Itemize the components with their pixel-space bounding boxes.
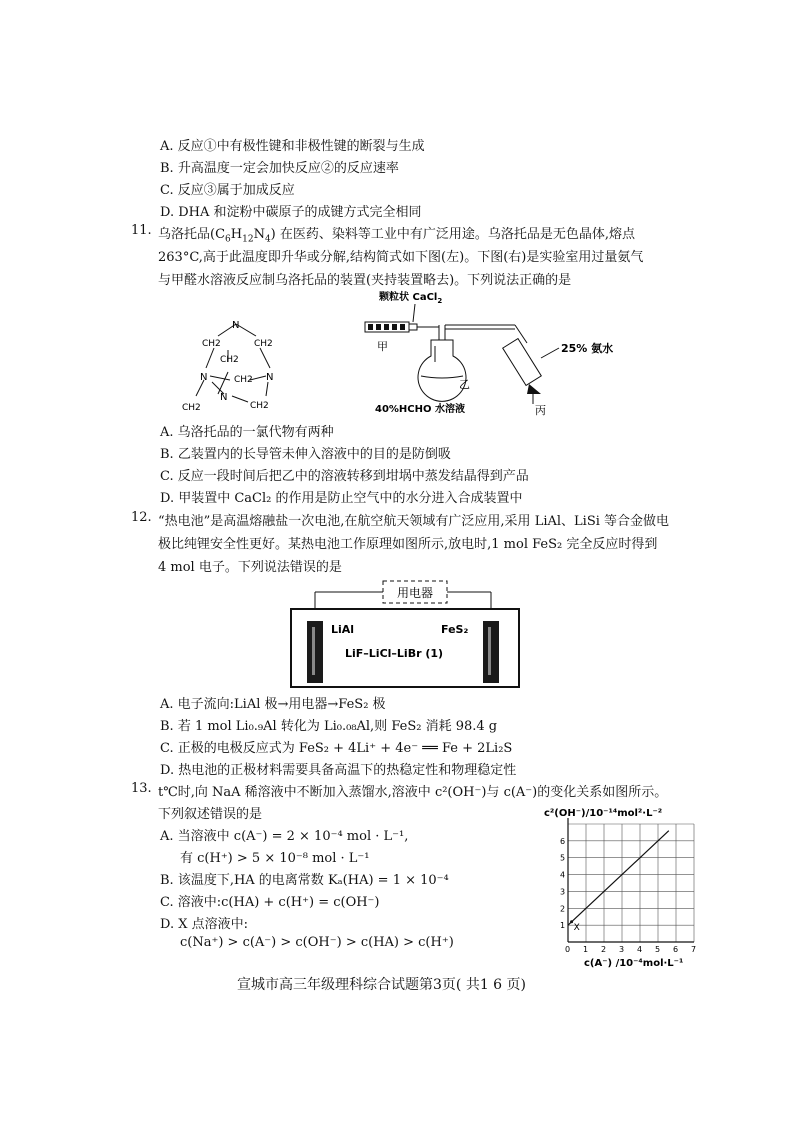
label-bing: 丙 xyxy=(535,404,546,417)
q12-stem-line2: 极比纯锂安全性更好。某热电池工作原理如图所示,放电时,1 mol FeS₂ 完全反应时得到 xyxy=(158,537,658,552)
x-tick-label: 7 xyxy=(691,945,697,954)
electrolyte-label: LiF–LiCl–LiBr (1) xyxy=(345,647,444,660)
struct-label: CH2 xyxy=(254,339,273,349)
q12-option-d: D. 热电池的正极材料需要具备高温下的热稳定性和物理稳定性 xyxy=(160,763,517,778)
q10-option-d: D. DHA 和淀粉中碳原子的成键方式完全相同 xyxy=(160,205,422,220)
q13-option-b: B. 该温度下,HA 的电离常数 Kₐ(HA) = 1 × 10⁻⁴ xyxy=(160,873,449,888)
chart-grid xyxy=(568,818,694,942)
apparatus-diagram xyxy=(355,288,615,418)
page-footer: 宣城市高三年级理科综合试题第3页( 共1 6 页) xyxy=(237,977,526,993)
q11-option-c: C. 反应一段时间后把乙中的溶液转移到坩埚中蒸发结晶得到产品 xyxy=(160,469,529,484)
struct-label: CH2 xyxy=(234,375,253,385)
q13-chart xyxy=(540,800,710,970)
q11-number: 11. xyxy=(131,223,152,238)
x-tick-label: 1 xyxy=(583,945,589,954)
y-tick-label: 5 xyxy=(560,853,566,863)
point-x-label: X xyxy=(573,922,580,933)
series-line xyxy=(568,831,669,925)
x-tick-label: 4 xyxy=(637,945,643,954)
hexamine-structure xyxy=(176,310,296,418)
struct-label: CH2 xyxy=(220,355,239,365)
struct-label: CH2 xyxy=(202,339,221,349)
q10-option-b: B. 升高温度一定会加快反应②的反应速率 xyxy=(160,161,399,176)
struct-label: CH2 xyxy=(182,403,201,413)
q13-stem-line2: 下列叙述错误的是 xyxy=(158,807,263,822)
y-tick-label: 2 xyxy=(560,904,566,914)
q11-stem-line1: 乌洛托品$(C_6H_{12}N_4)$ 在医药、染料等工业中有广泛用途。乌洛托品是无色晶体,熔点 xyxy=(158,227,636,245)
q10-option-a: A. 反应①中有极性键和非极性键的断裂与生成 xyxy=(160,139,425,154)
cacl2-label: 颗粒状 CaCl$_2$ xyxy=(379,292,443,305)
q12-stem-line1: “热电池”是高温熔融盐一次电池,在航空航天领域有广泛应用,采用 LiAl、LiSi 等合金做电 xyxy=(158,514,670,529)
q13-option-d-cont: c(Na⁺) > c(A⁻) > c(OH⁻) > c(HA) > c(H⁺) xyxy=(180,935,454,950)
q13-option-a: A. 当溶液中 c(A⁻) = 2 × 10⁻⁴ mol · L⁻¹, xyxy=(160,829,409,844)
x-tick-label: 0 xyxy=(565,945,571,954)
y-tick-label: 1 xyxy=(560,921,566,931)
chart-ylabel: c²(OH⁻)/10⁻¹⁴mol²·L⁻² xyxy=(544,808,663,819)
chart-ticks xyxy=(560,837,696,954)
q11-stem-line3: 与甲醛水溶液反应制乌洛托品的装置(夹持装置略去)。下列说法正确的是 xyxy=(158,273,572,288)
q13-stem-line1: t℃时,向 NaA 稀溶液中不断加入蒸馏水,溶液中 c²(OH⁻)与 c(A⁻)的变化关系如图所示。 xyxy=(158,785,668,800)
struct-label: N xyxy=(220,392,228,403)
y-tick-label: 6 xyxy=(560,836,566,846)
q12-number: 12. xyxy=(131,510,152,525)
q11-option-b: B. 乙装置内的长导管未伸入溶液中的目的是防倒吸 xyxy=(160,447,451,462)
struct-label: CH2 xyxy=(250,401,269,411)
q12-stem-line3: 4 mol 电子。下列说法错误的是 xyxy=(158,560,342,575)
q13-number: 13. xyxy=(131,781,152,796)
q11-stem-line2: 263°C,高于此温度即升华或分解,结构简式如下图(左)。下图(右)是实验室用过量氨气 xyxy=(158,250,644,265)
chart-series xyxy=(568,831,669,933)
x-tick-label: 2 xyxy=(601,945,607,954)
q11-option-a: A. 乌洛托品的一氯代物有两种 xyxy=(160,425,334,440)
label-yi: 乙 xyxy=(459,378,470,391)
right-electrode-label: FeS₂ xyxy=(441,623,469,636)
x-tick-label: 6 xyxy=(673,945,679,954)
q13-option-c: C. 溶液中:c(HA) + c(H⁺) = c(OH⁻) xyxy=(160,895,380,910)
label-jia: 甲 xyxy=(377,340,388,353)
q12-option-c: C. 正极的电极反应式为 FeS₂ + 4Li⁺ + 4e⁻ ══ Fe + 2Li₂S xyxy=(160,741,513,756)
struct-label: N xyxy=(266,372,274,383)
q12-option-a: A. 电子流向:LiAl 极→用电器→FeS₂ 极 xyxy=(160,697,386,712)
y-tick-label: 4 xyxy=(560,870,566,880)
ammonia-label: 25% 氨水 xyxy=(561,342,614,355)
q13-option-a-cont: 有 c(H⁺) > 5 × 10⁻⁸ mol · L⁻¹ xyxy=(180,851,370,866)
chart-xlabel: c(A⁻) /10⁻⁴mol·L⁻¹ xyxy=(584,958,684,969)
left-electrode-label: LiAl xyxy=(331,623,355,636)
x-tick-label: 5 xyxy=(655,945,661,954)
x-tick-label: 3 xyxy=(619,945,625,954)
thermal-battery-diagram xyxy=(285,575,525,690)
q12-option-b: B. 若 1 mol Li₀.₉Al 转化为 Li₀.₀₈Al,则 FeS₂ 消耗 98.4 g xyxy=(160,719,498,734)
q10-option-c: C. 反应③属于加成反应 xyxy=(160,183,295,198)
y-tick-label: 3 xyxy=(560,887,566,897)
q13-option-d: D. X 点溶液中: xyxy=(160,917,248,932)
q11-option-d: D. 甲装置中 CaCl₂ 的作用是防止空气中的水分进入合成装置中 xyxy=(160,491,523,506)
hcho-label: 40%HCHO 水溶液 xyxy=(375,404,465,415)
device-label: 用电器 xyxy=(397,586,434,600)
struct-label: N xyxy=(200,372,208,383)
struct-label: N xyxy=(232,320,240,331)
